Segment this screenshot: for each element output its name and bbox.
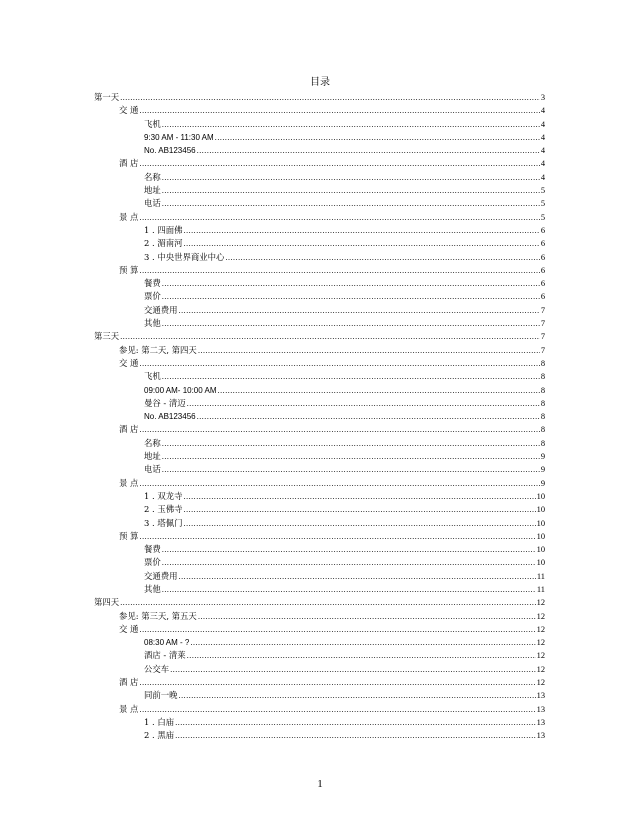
toc-entry-page: 9 <box>540 478 545 488</box>
toc-entry-label: 其他 <box>144 583 161 594</box>
toc-entry-label: 交 通 <box>119 105 139 116</box>
toc-entry-label: 飞机 <box>144 371 161 382</box>
toc-leader-dots <box>179 305 540 318</box>
toc-entry-label: 电话 <box>144 464 161 475</box>
toc-leader-dots <box>215 132 540 145</box>
toc-entry-label: 酒 店 <box>119 677 139 688</box>
toc-entry-label: 同前一晚 <box>144 690 178 701</box>
toc-leader-dots <box>183 238 539 251</box>
toc-leader-dots <box>183 504 535 517</box>
toc-entry[interactable] <box>94 344 545 357</box>
toc-entry-page: 6 <box>540 252 545 262</box>
toc-entry[interactable] <box>94 729 545 742</box>
toc-entry[interactable] <box>94 570 545 583</box>
toc-leader-dots <box>139 624 535 637</box>
toc-entry[interactable] <box>94 410 545 423</box>
toc-entry-page: 6 <box>540 239 545 249</box>
toc-entry-page: 10 <box>536 505 545 515</box>
toc-entry-label: 票价 <box>144 557 161 568</box>
toc-entry-page: 8 <box>540 358 545 368</box>
toc-entry-page: 9 <box>540 465 545 475</box>
toc-entry-page: 6 <box>540 265 545 275</box>
toc-entry-page: 8 <box>540 398 545 408</box>
toc-entry-label: 1 . 四面佛 <box>144 224 183 235</box>
toc-entry-label: 餐费 <box>144 278 161 289</box>
toc-entry[interactable] <box>94 610 545 623</box>
toc-entry-label: 第三天 <box>94 331 120 342</box>
toc-leader-dots <box>218 385 540 398</box>
toc-entry-page: 13 <box>536 704 545 714</box>
toc-entry-page: 4 <box>540 159 545 169</box>
toc-entry-label: 酒 店 <box>119 158 139 169</box>
toc-entry-page: 7 <box>540 345 545 355</box>
toc-entry-label: 1 . 双龙寺 <box>144 490 183 501</box>
toc-leader-dots <box>162 464 540 477</box>
toc-entry-label: 交 通 <box>119 357 139 368</box>
table-of-contents <box>94 91 545 743</box>
toc-entry-page: 3 <box>540 93 545 102</box>
toc-leader-dots <box>139 105 539 118</box>
toc-leader-dots <box>170 664 536 677</box>
toc-entry-page: 5 <box>540 186 545 196</box>
toc-leader-dots <box>139 158 539 171</box>
toc-entry-label: 酒 店 <box>119 424 139 435</box>
toc-entry[interactable] <box>94 184 545 197</box>
toc-entry-label: 酒店 - 清莱 <box>144 650 186 661</box>
toc-entry-page: 8 <box>540 438 545 448</box>
toc-entry[interactable] <box>94 91 545 104</box>
toc-leader-dots <box>139 424 539 437</box>
toc-entry-label: 景 点 <box>119 703 139 714</box>
toc-entry[interactable] <box>94 277 545 290</box>
toc-entry-label: No. AB123456 <box>144 146 196 156</box>
toc-entry-page: 12 <box>536 611 545 621</box>
toc-leader-dots <box>197 145 540 158</box>
toc-leader-dots <box>162 198 540 211</box>
toc-entry[interactable] <box>94 477 545 490</box>
toc-entry-label: 交 通 <box>119 623 139 634</box>
toc-entry-label: 地址 <box>144 451 161 462</box>
toc-leader-dots <box>162 557 536 570</box>
toc-leader-dots <box>197 411 540 424</box>
toc-leader-dots <box>120 92 540 105</box>
toc-leader-dots <box>162 318 540 331</box>
toc-leader-dots <box>162 438 540 451</box>
toc-leader-dots <box>187 650 536 663</box>
toc-entry-page: 12 <box>536 638 545 648</box>
toc-leader-dots <box>162 119 540 132</box>
toc-entry[interactable] <box>94 543 545 556</box>
toc-entry[interactable] <box>94 556 545 569</box>
toc-entry[interactable] <box>94 104 545 117</box>
toc-entry-page: 4 <box>540 132 545 142</box>
toc-entry[interactable] <box>94 676 545 689</box>
toc-entry-label: 9:30 AM - 11:30 AM <box>144 132 214 142</box>
toc-entry[interactable] <box>94 224 545 237</box>
toc-entry[interactable] <box>94 663 545 676</box>
page-number: 1 <box>317 778 323 790</box>
toc-leader-dots <box>175 717 536 730</box>
toc-entry[interactable] <box>94 211 545 224</box>
toc-entry-page: 4 <box>540 172 545 182</box>
toc-entry[interactable] <box>94 530 545 543</box>
toc-entry[interactable] <box>94 171 545 184</box>
toc-entry-label: 第四天 <box>94 597 120 608</box>
toc-entry[interactable] <box>94 370 545 383</box>
toc-entry-page: 10 <box>536 518 545 528</box>
toc-leader-dots <box>162 172 540 185</box>
toc-entry[interactable] <box>94 517 545 530</box>
toc-entry-label: 08:30 AM - ? <box>144 638 190 648</box>
toc-entry-page: 10 <box>536 558 545 568</box>
toc-entry-page: 8 <box>540 412 545 422</box>
toc-entry-label: 交通费用 <box>144 304 178 315</box>
toc-leader-dots <box>179 571 536 584</box>
toc-entry[interactable] <box>94 450 545 463</box>
toc-entry-label: 餐费 <box>144 544 161 555</box>
toc-entry[interactable] <box>94 197 545 210</box>
toc-entry[interactable] <box>94 251 545 264</box>
toc-entry-page: 8 <box>540 372 545 382</box>
toc-entry-page: 8 <box>540 425 545 435</box>
toc-entry[interactable] <box>94 636 545 649</box>
toc-entry-page: 6 <box>540 225 545 235</box>
toc-entry-page: 9 <box>540 452 545 462</box>
toc-leader-dots <box>183 225 539 238</box>
toc-entry-label: 2 . 黑庙 <box>144 730 175 741</box>
toc-entry-page: 12 <box>536 651 545 661</box>
toc-entry-page: 13 <box>536 717 545 727</box>
toc-entry[interactable] <box>94 649 545 662</box>
toc-entry-label: 1 . 白庙 <box>144 716 175 727</box>
toc-entry[interactable] <box>94 384 545 397</box>
toc-entry-label: 飞机 <box>144 118 161 129</box>
toc-entry-label: 公交车 <box>144 663 170 674</box>
toc-leader-dots <box>162 544 536 557</box>
toc-entry[interactable] <box>94 157 545 170</box>
toc-leader-dots <box>162 185 540 198</box>
toc-entry-page: 7 <box>540 305 545 315</box>
toc-entry-label: 曼谷 - 清迈 <box>144 397 186 408</box>
toc-leader-dots <box>162 278 540 291</box>
toc-entry[interactable] <box>94 503 545 516</box>
toc-entry-label: 名称 <box>144 171 161 182</box>
toc-entry[interactable] <box>94 689 545 702</box>
toc-entry-page: 6 <box>540 279 545 289</box>
toc-entry[interactable] <box>94 490 545 503</box>
toc-leader-dots <box>225 252 539 265</box>
toc-entry-label: 地址 <box>144 185 161 196</box>
toc-entry[interactable] <box>94 423 545 436</box>
toc-leader-dots <box>198 345 540 358</box>
toc-entry-page: 6 <box>540 292 545 302</box>
toc-leader-dots <box>139 358 539 371</box>
toc-entry-page: 12 <box>536 598 545 608</box>
toc-entry[interactable] <box>94 703 545 716</box>
toc-entry[interactable] <box>94 596 545 609</box>
toc-leader-dots <box>162 584 536 597</box>
toc-entry[interactable] <box>94 397 545 410</box>
toc-entry-label: 3 . 中央世界商业中心 <box>144 251 225 262</box>
toc-entry-page: 10 <box>536 545 545 555</box>
toc-entry[interactable] <box>94 144 545 157</box>
toc-leader-dots <box>139 531 535 544</box>
toc-entry-page: 11 <box>536 571 545 581</box>
toc-leader-dots <box>187 398 540 411</box>
toc-entry-page: 7 <box>540 332 545 342</box>
toc-entry[interactable] <box>94 264 545 277</box>
toc-entry-label: 其他 <box>144 318 161 329</box>
toc-entry-label: 09:00 AM- 10:00 AM <box>144 385 217 395</box>
toc-entry-page: 8 <box>540 385 545 395</box>
toc-entry-page: 5 <box>540 199 545 209</box>
toc-entry[interactable] <box>94 583 545 596</box>
toc-entry-page: 11 <box>536 584 545 594</box>
toc-entry-page: 4 <box>540 106 545 116</box>
toc-leader-dots <box>190 637 535 650</box>
toc-entry-label: 票价 <box>144 291 161 302</box>
toc-entry-page: 10 <box>536 531 545 541</box>
toc-entry[interactable] <box>94 716 545 729</box>
toc-entry[interactable] <box>94 357 545 370</box>
toc-entry-label: 2 . 湄南河 <box>144 238 183 249</box>
toc-entry-label: 参见: 第二天, 第四天 <box>119 344 197 355</box>
toc-entry[interactable] <box>94 290 545 303</box>
toc-entry[interactable] <box>94 131 545 144</box>
toc-leader-dots <box>179 690 536 703</box>
toc-entry-label: 第一天 <box>94 92 120 102</box>
toc-entry-page: 10 <box>536 491 545 501</box>
toc-leader-dots <box>198 611 536 624</box>
toc-entry[interactable] <box>94 623 545 636</box>
toc-leader-dots <box>139 478 539 491</box>
toc-entry-label: 预 算 <box>119 530 139 541</box>
toc-leader-dots <box>139 677 535 690</box>
toc-leader-dots <box>139 212 539 225</box>
toc-entry-label: 3 . 塔佩门 <box>144 517 183 528</box>
toc-entry-page: 12 <box>536 624 545 634</box>
toc-entry-page: 4 <box>540 146 545 156</box>
toc-entry-page: 7 <box>540 319 545 329</box>
toc-entry-label: 景 点 <box>119 211 139 222</box>
toc-entry[interactable] <box>94 237 545 250</box>
toc-entry-page: 12 <box>536 664 545 674</box>
toc-leader-dots <box>162 371 540 384</box>
toc-entry[interactable] <box>94 463 545 476</box>
toc-leader-dots <box>162 451 540 464</box>
toc-entry-label: 名称 <box>144 437 161 448</box>
toc-entry[interactable] <box>94 317 545 330</box>
toc-entry-label: 2 . 玉佛寺 <box>144 504 183 515</box>
toc-entry-label: 交通费用 <box>144 570 178 581</box>
toc-entry[interactable] <box>94 118 545 131</box>
toc-entry-label: 景 点 <box>119 477 139 488</box>
toc-entry-label: No. AB123456 <box>144 412 196 422</box>
toc-entry-label: 参见: 第三天, 第五天 <box>119 610 197 621</box>
toc-entry-page: 13 <box>536 731 545 741</box>
toc-entry-label: 电话 <box>144 198 161 209</box>
toc-entry-page: 13 <box>536 691 545 701</box>
toc-entry[interactable] <box>94 437 545 450</box>
toc-entry[interactable] <box>94 304 545 317</box>
toc-entry-page: 12 <box>536 678 545 688</box>
toc-leader-dots <box>120 597 536 610</box>
toc-leader-dots <box>162 291 540 304</box>
toc-leader-dots <box>183 491 535 504</box>
toc-leader-dots <box>175 730 536 743</box>
toc-leader-dots <box>139 265 539 278</box>
toc-entry[interactable] <box>94 330 545 343</box>
toc-leader-dots <box>120 331 540 344</box>
toc-title: 目录 <box>310 77 330 88</box>
toc-leader-dots <box>183 518 535 531</box>
toc-leader-dots <box>139 704 535 717</box>
toc-entry-page: 4 <box>540 119 545 129</box>
toc-entry-page: 5 <box>540 212 545 222</box>
toc-entry-label: 预 算 <box>119 264 139 275</box>
